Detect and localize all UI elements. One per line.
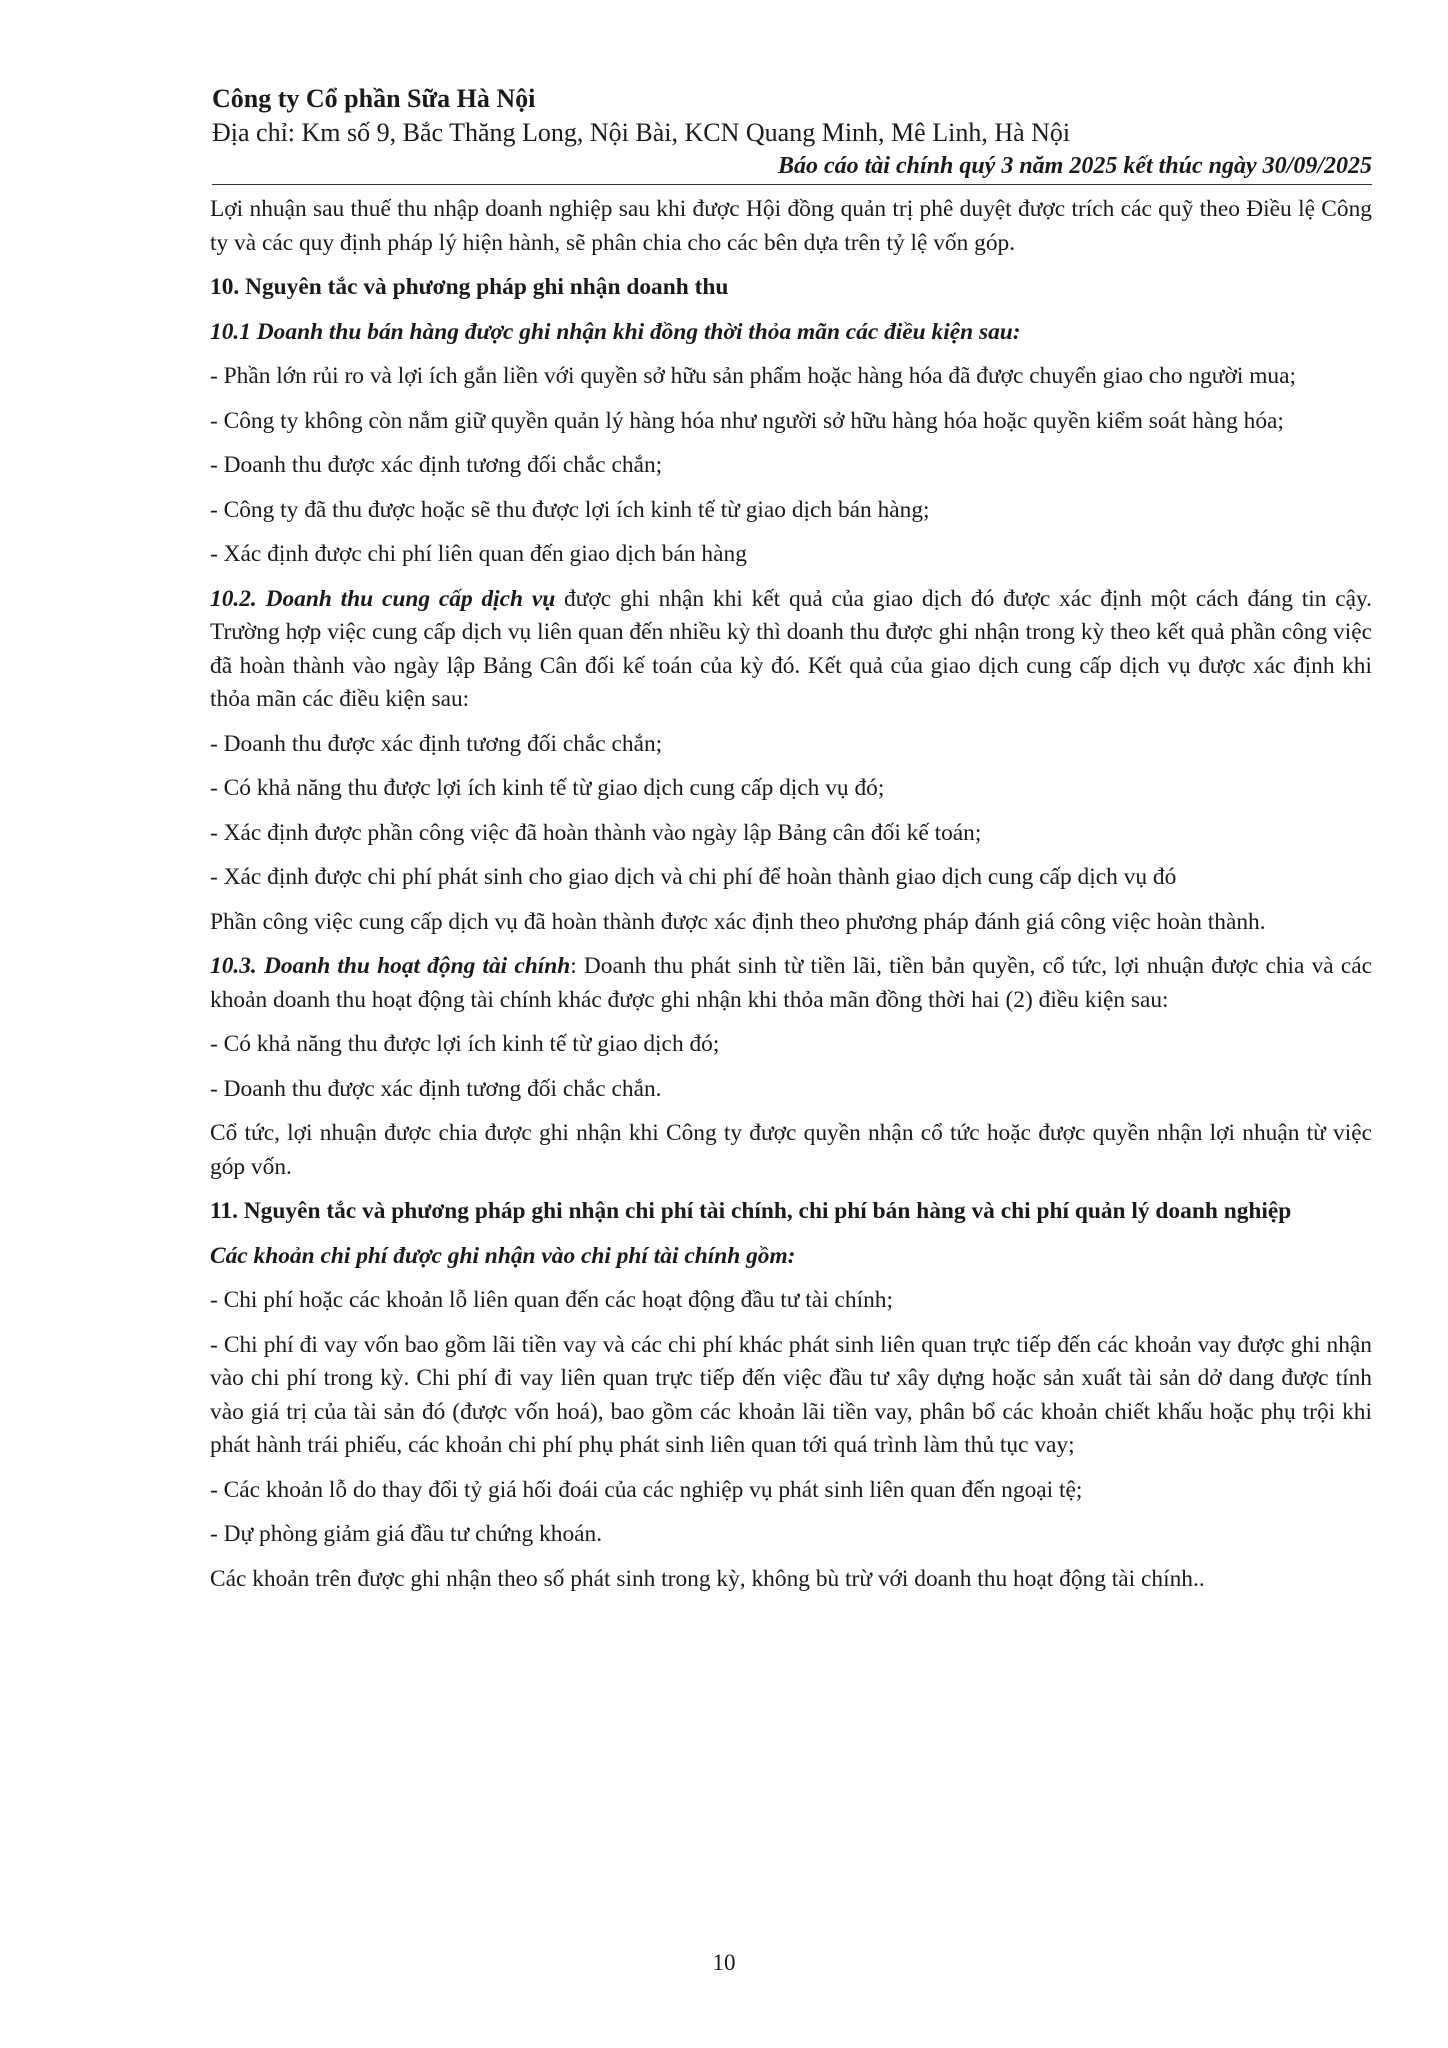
section-10-2-paragraph	[210, 583, 1372, 717]
list-item: - Doanh thu được xác định tương đối chắc chắn;	[210, 730, 663, 757]
section-11-after: Các khoản trên được ghi nhận theo số phát sinh trong kỳ, không bù trừ với doanh thu hoạt động tài chính..	[210, 1565, 1205, 1592]
intro-paragraph: Lợi nhuận sau thuế thu nhập doanh nghiệp sau khi được Hội đồng quản trị phê duyệt được trích các quỹ theo Điều lệ Công ty và các quy định pháp lý hiện hành, sẽ phân chia cho các bên dựa trên tỷ lệ vốn góp.	[210, 196, 1372, 256]
section-10-heading: 10. Nguyên tắc và phương pháp ghi nhận doanh thu	[210, 274, 729, 300]
list-item: - Xác định được phần công việc đã hoàn thành vào ngày lập Bảng cân đối kế toán;	[210, 819, 982, 846]
list-item: - Doanh thu được xác định tương đối chắc chắn.	[210, 1075, 662, 1102]
section-11-heading: 11. Nguyên tắc và phương pháp ghi nhận chi phí tài chính, chi phí bán hàng và chi phí quản lý doanh nghiệp	[210, 1198, 1292, 1224]
report-title: Báo cáo tài chính quý 3 năm 2025 kết thúc ngày 30/09/2025	[212, 150, 1372, 185]
list-item: - Chi phí đi vay vốn bao gồm lãi tiền vay và các chi phí khác phát sinh liên quan trực tiếp đến các khoản vay được ghi nhận vào chi phí trong kỳ. Chi phí đi vay liên quan trực tiếp đến việc đầu tư xây dựng hoặc sản xuất tài sản dở dang được tính vào giá trị của tài sản đó (được vốn hoá), bao gồm các khoản lãi tiền vay, phân bổ các khoản chiết khấu hoặc phụ trội khi phát hành trái phiếu, các khoản chi phí phụ phát sinh liên quan tới quá trình làm thủ tục vay;	[210, 1331, 1372, 1458]
page-content	[210, 193, 1372, 1607]
section-10-2-after: Phần công việc cung cấp dịch vụ đã hoàn thành được xác định theo phương pháp đánh giá công việc hoàn thành.	[210, 908, 1266, 935]
company-name: Công ty Cổ phần Sữa Hà Nội	[212, 84, 536, 113]
list-item: - Có khả năng thu được lợi ích kinh tế từ giao dịch cung cấp dịch vụ đó;	[210, 775, 885, 801]
list-item: - Xác định được chi phí liên quan đến giao dịch bán hàng	[210, 541, 747, 567]
list-item: - Có khả năng thu được lợi ích kinh tế từ giao dịch đó;	[210, 1031, 720, 1057]
list-item: - Doanh thu được xác định tương đối chắc chắn;	[210, 452, 663, 478]
list-item: - Các khoản lỗ do thay đổi tỷ giá hối đoái của các nghiệp vụ phát sinh liên quan đến ngoại tệ;	[210, 1476, 1083, 1503]
section-10-3-after: Cổ tức, lợi nhuận được chia được ghi nhận khi Công ty được quyền nhận cổ tức hoặc được quyền nhận lợi nhuận từ việc góp vốn.	[210, 1120, 1372, 1180]
section-10-2-lead: 10.2. Doanh thu cung cấp dịch vụ	[210, 585, 556, 612]
company-address: Địa chỉ: Km số 9, Bắc Thăng Long, Nội Bài, KCN Quang Minh, Mê Linh, Hà Nội	[212, 118, 1071, 147]
list-item: - Công ty không còn nắm giữ quyền quản lý hàng hóa như người sở hữu hàng hóa hoặc quyền kiểm soát hàng hóa;	[210, 407, 1284, 434]
section-10-1-heading: 10.1 Doanh thu bán hàng được ghi nhận khi đồng thời thỏa mãn các điều kiện sau:	[210, 318, 1021, 345]
page-header	[212, 82, 1372, 185]
section-10-2-text: được ghi nhận khi kết quả của giao dịch đó được xác định một cách đáng tin cậy. Trường hợp việc cung cấp dịch vụ liên quan đến nhiều kỳ thì doanh thu được ghi nhận trong kỳ theo kết quả phần công việc đã hoàn thành vào ngày lập Bảng Cân đối kế toán của kỳ đó. Kết quả của giao dịch cung cấp dịch vụ được xác định khi thỏa mãn các điều kiện sau:	[210, 585, 1372, 712]
list-item: - Dự phòng giảm giá đầu tư chứng khoán.	[210, 1521, 603, 1547]
page-number: 10	[712, 1950, 736, 1975]
list-item: - Xác định được chi phí phát sinh cho giao dịch và chi phí để hoàn thành giao dịch cung cấp dịch vụ đó	[210, 864, 1177, 890]
list-item: - Công ty đã thu được hoặc sẽ thu được lợi ích kinh tế từ giao dịch bán hàng;	[210, 496, 930, 523]
list-item: - Phần lớn rủi ro và lợi ích gắn liền với quyền sở hữu sản phẩm hoặc hàng hóa đã được chuyển giao cho người mua;	[210, 363, 1296, 389]
section-10-3-text: : Doanh thu phát sinh từ tiền lãi, tiền bản quyền, cổ tức, lợi nhuận được chia và các khoản doanh thu hoạt động tài chính khác được ghi nhận khi thỏa mãn đồng thời hai (2) điều kiện sau:	[210, 953, 1373, 1013]
section-10-3-paragraph	[210, 950, 1372, 1017]
section-11-subheading: Các khoản chi phí được ghi nhận vào chi phí tài chính gồm:	[210, 1242, 796, 1269]
section-10-3-lead: 10.3. Doanh thu hoạt động tài chính	[210, 953, 571, 979]
list-item: - Chi phí hoặc các khoản lỗ liên quan đến các hoạt động đầu tư tài chính;	[210, 1287, 893, 1313]
